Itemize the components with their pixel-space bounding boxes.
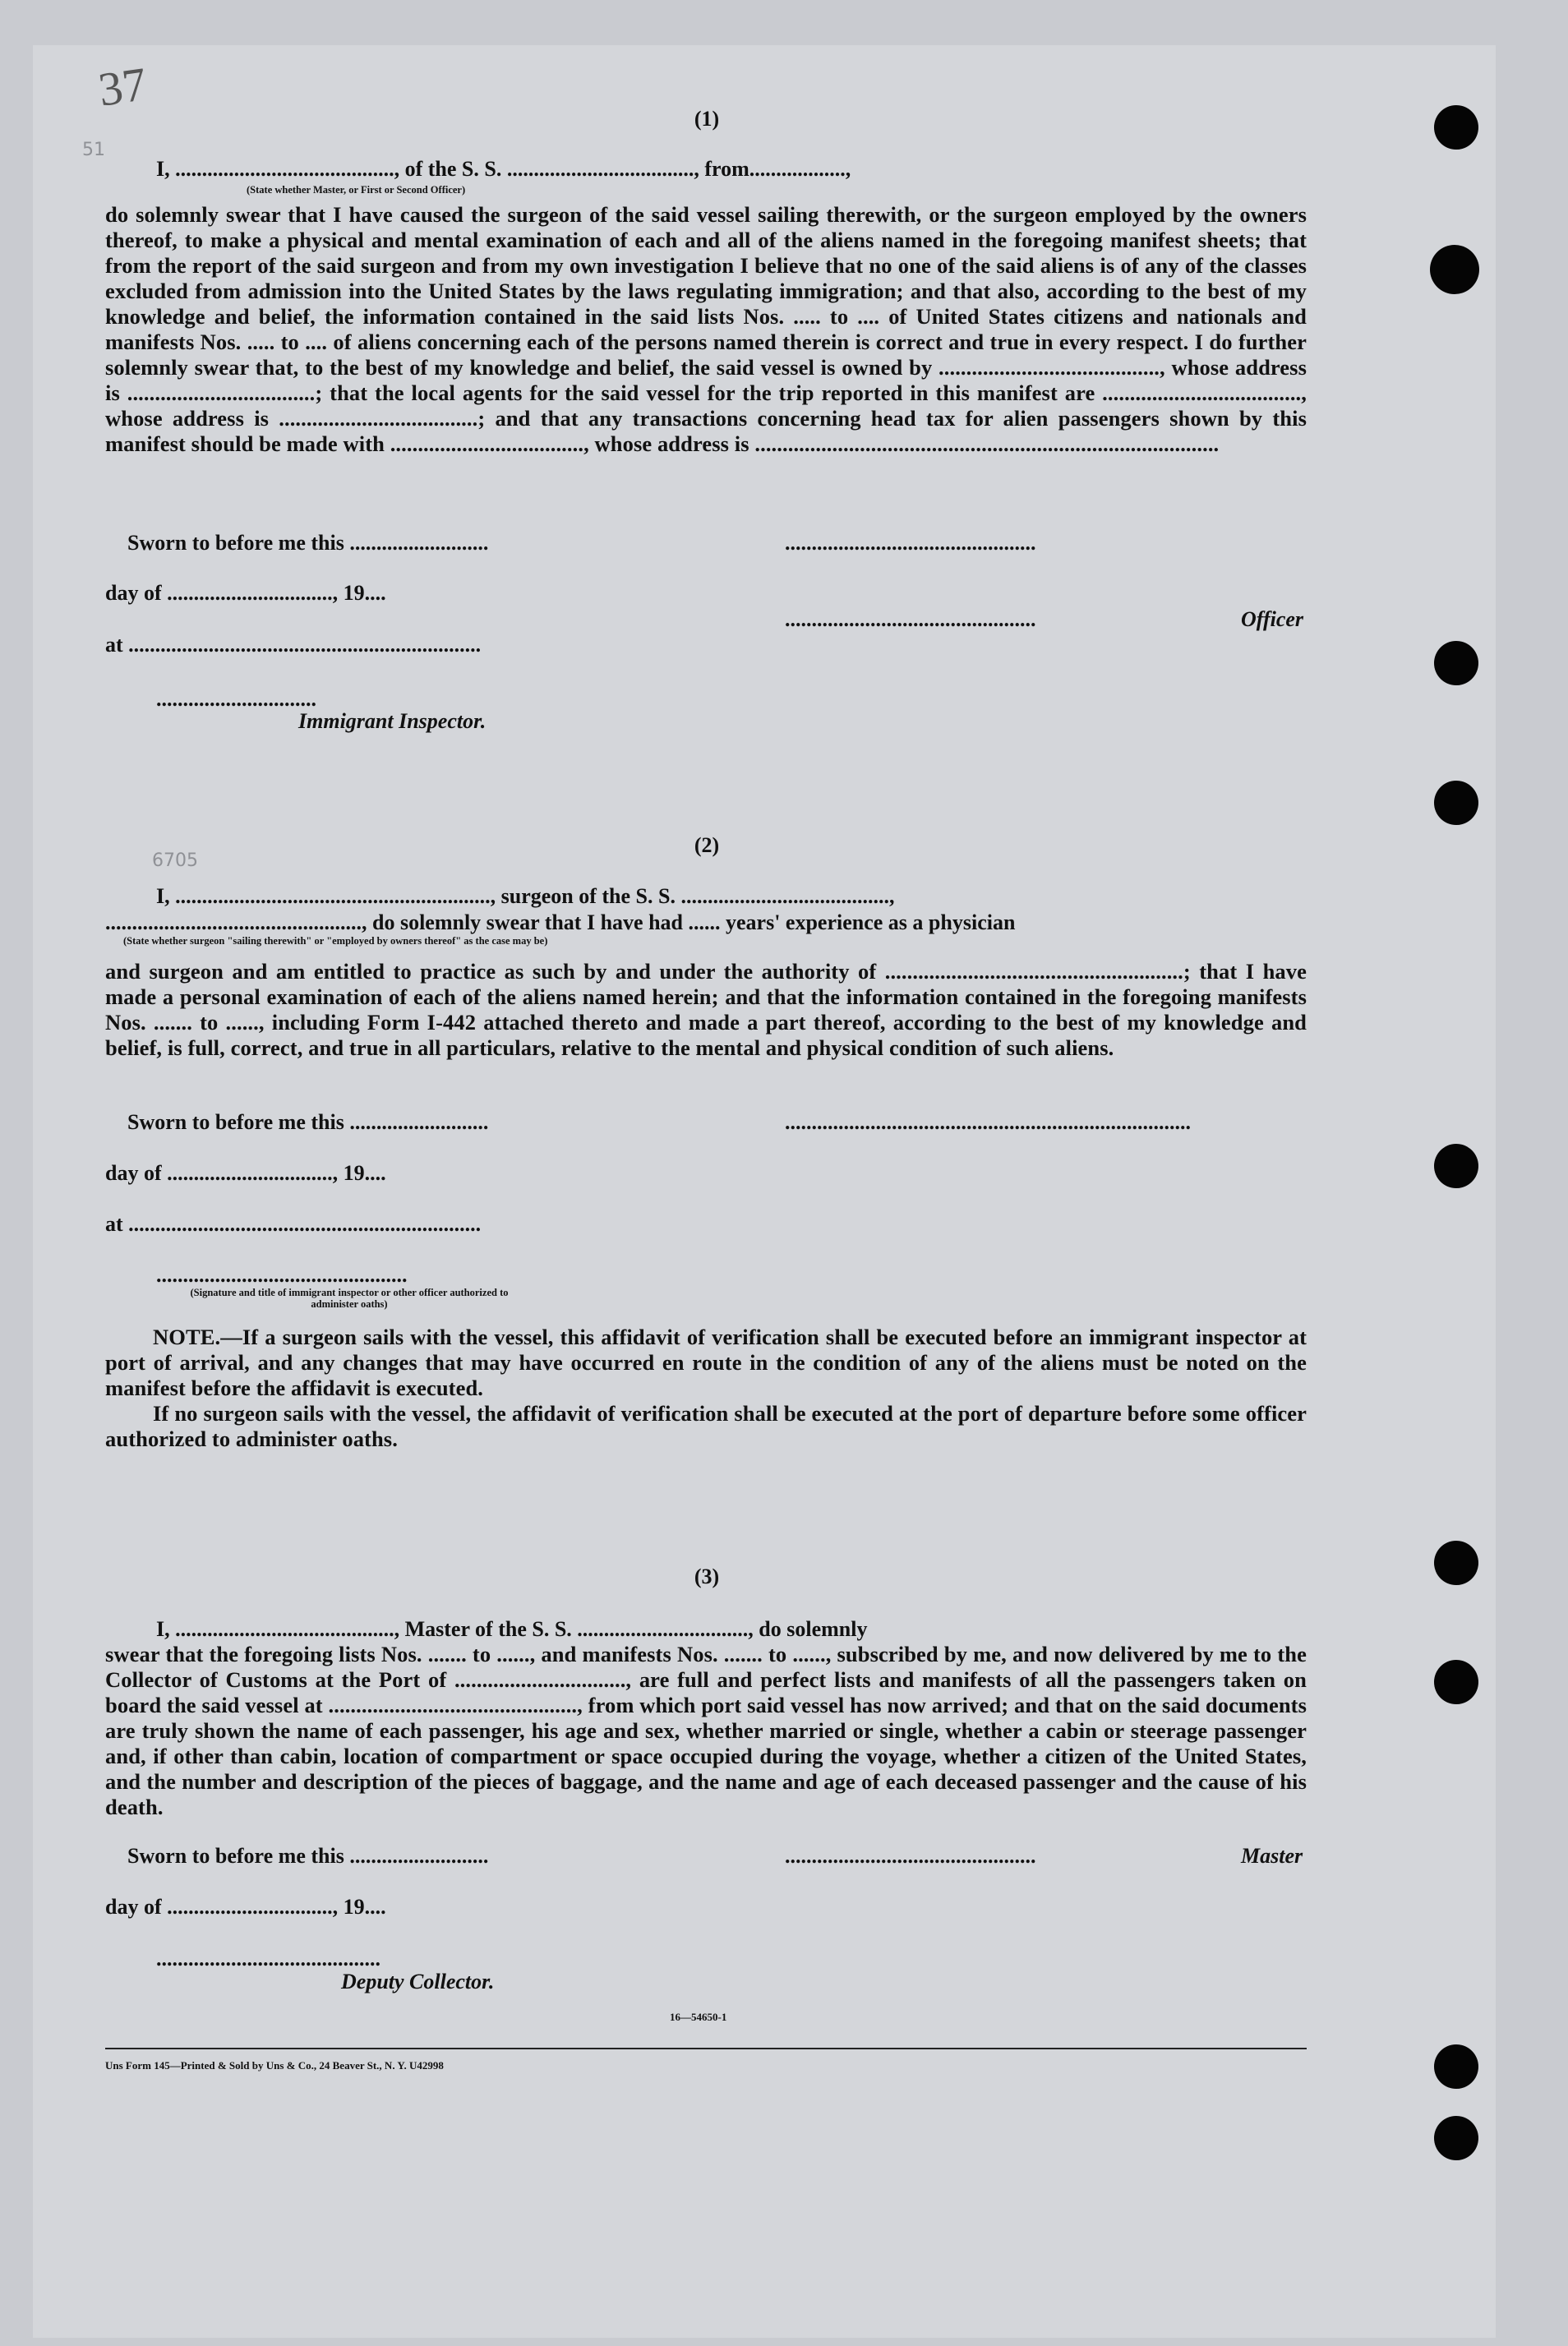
oath-body: do solemnly swear that I have caused the surgeon of the said vessel sailing therewith, or the surgeon employed by the owners thereof, to make a physical and mental examination of each and all of the aliens named in the foregoing manifest sheets; that from the report of the said surgeon and from my own investigation I believe that no one of the said aliens is of any of the classes excluded from admission into the United States by the laws regulating immigration; and that also, according to the best of my knowledge and belief, the information contained in the said lists Nos. ..... to .... of United States citizens and nationals and manifests Nos. ..... to .... of aliens concerning each of the persons named therein is correct and true in every respect. I do further solemnly swear that, to the best of my knowledge and belief, the said vessel is owned by ........................................, whose address is ..................................; that the local agents for the said vessel for the trip reported in this manifest are ...................................., whose address is ....................................; and that any transactions concerning head tax for alien passengers shown by this manifest should be made with ..................................., whose address is .................................................................................... [105,202,1307,456]
binder-hole [1434,2044,1478,2089]
stamp-number: 6705 [152,850,198,871]
inspector-label: Immigrant Inspector. [298,709,487,733]
note-1: NOTE.—If a surgeon sails with the vessel, this affidavit of verification shall be executed before an immigrant inspector at port of arrival, and any changes that may have occurred en route in the condition of any of the aliens must be noted on the manifest before the affidavit is executed. [105,1325,1307,1400]
at-line: at .................................................................. [105,633,482,657]
binder-hole [1434,105,1478,150]
oath-body: swear that the foregoing lists Nos. ....... to ......, and manifests Nos. ....... to ......, subscribed by me, and now delivered by me to the Collector of Customs at the Port of ..............................., are full and perfect lists and manifests of all the passengers taken on board the said vessel at ............................................., from which port said vessel has now arrived; and that on the said documents are truly shown the name of each passenger, his age and sex, whether married or single, whether a cabin or steerage passenger and, if other than cabin, location of compartment or space occupied during the voyage, whether a citizen of the United States, and the number and description of the pieces of baggage, and the name and age of each deceased passenger and the cause of his death. [105,1642,1307,1819]
oath-body: and surgeon and am entitled to practice as such by and under the authority of ......................................................; that I have made a personal examination of each of the aliens named herein; and that the information contained in the foregoing manifests Nos. ....... to ......, including Form I-442 attached thereto and made a part thereof, according to the best of my knowledge and belief, is full, correct, and true in all particulars, relative to the mental and physical condition of such aliens. [105,959,1307,1060]
day-line: day of ..............................., 19.... [105,1161,386,1185]
sworn-line: Sworn to before me this .......................... [127,1110,489,1134]
binder-hole [1434,641,1478,685]
binder-hole [1434,1660,1478,1704]
section-number: (2) [694,833,720,857]
note-2: If no surgeon sails with the vessel, the affidavit of verification shall be executed at the port of departure before some officer authorized to administer oaths. [105,1401,1307,1451]
form-code: 16—54650-1 [670,2011,727,2023]
day-line: day of ..............................., 19.... [105,581,386,605]
sworn-line: Sworn to before me this .......................... [127,1844,489,1868]
signature-dots: ............................................... [785,531,1036,555]
corner-page-number: 37 [95,57,150,117]
margin-number: 51 [82,140,105,160]
signature-dots: ............................................... [785,1844,1036,1868]
binder-hole [1434,1144,1478,1188]
binder-hole [1434,1541,1478,1585]
section-number: (3) [694,1565,720,1588]
sworn-line: Sworn to before me this .......................... [127,531,489,555]
day-line: day of ..............................., 19.... [105,1895,386,1919]
signature-dots: ............................................................................ [785,1110,1191,1134]
oath-line-2: ................................................, do solemnly swear that I have had ...... years' experience as a physician [105,910,1016,934]
officer-label: Officer [1241,607,1304,631]
collector-dots: .......................................... [156,1947,380,1970]
inspector-dots: ............................................... [156,1263,408,1287]
binder-hole [1434,2116,1478,2160]
footer-rule [105,2048,1307,2049]
binder-hole [1430,245,1479,294]
printer-line: Uns Form 145—Printed & Sold by Uns & Co., 24 Beaver St., N. Y. U42998 [105,2059,444,2072]
oath-caption: (State whether Master, or First or Second Officer) [247,184,466,196]
oath-caption: (State whether surgeon "sailing therewith" or "employed by owners thereof" as the case may be) [123,935,548,947]
inspector-caption: (Signature and title of immigrant inspector or other officer authorized to administer oaths) [190,1287,509,1310]
master-label: Master [1241,1844,1303,1868]
officer-dots: ............................................... [785,607,1036,631]
section-number: (1) [694,107,720,131]
oath-line: I, ..........................................................., surgeon of the S. S. ......................................., [156,884,895,908]
oath-line: I, ........................................., Master of the S. S. ................................, do solemnly [156,1617,868,1641]
at-line: at .................................................................. [105,1212,482,1236]
oath-line: I, ........................................., of the S. S. ..................................., from.................., [156,157,851,181]
inspector-dots: .............................. [156,687,316,711]
collector-label: Deputy Collector. [341,1970,495,1993]
binder-hole [1434,781,1478,825]
